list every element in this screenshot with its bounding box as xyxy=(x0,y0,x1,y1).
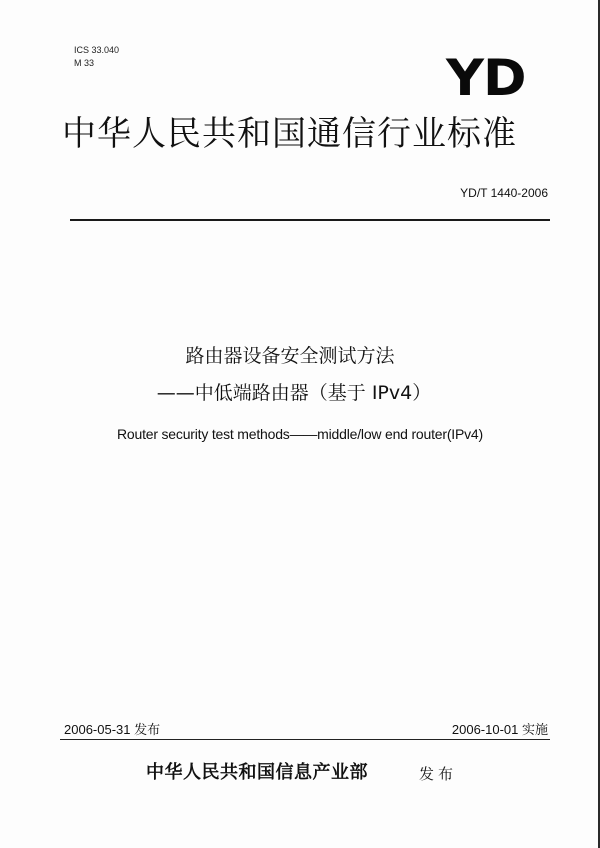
document-title-cn-line2: ——中低端路由器（基于 IPv4） xyxy=(156,382,432,404)
document-title-cn-line1: 路由器设备安全测试方法 xyxy=(185,345,395,367)
implementation-date: 2006-10-01 实施 xyxy=(451,722,548,737)
document-title-en: Router security test methods——middle/low end router(IPv4) xyxy=(117,426,483,442)
issue-date: 2006-05-31 发布 xyxy=(64,722,161,737)
footer-divider xyxy=(60,739,550,740)
header-divider xyxy=(70,219,550,221)
yd-standard-mark: YD xyxy=(446,49,526,107)
standard-number: YD/T 1440-2006 xyxy=(460,186,548,200)
ics-code: ICS 33.040 xyxy=(74,45,120,55)
classification-codes xyxy=(74,44,119,70)
publisher-name: 中华人民共和国信息产业部 xyxy=(146,762,368,783)
issuer-title: 中华人民共和国通信行业标准 xyxy=(62,114,517,154)
ccs-code: M 33 xyxy=(74,58,95,68)
publisher-action: 发布 xyxy=(419,765,458,783)
